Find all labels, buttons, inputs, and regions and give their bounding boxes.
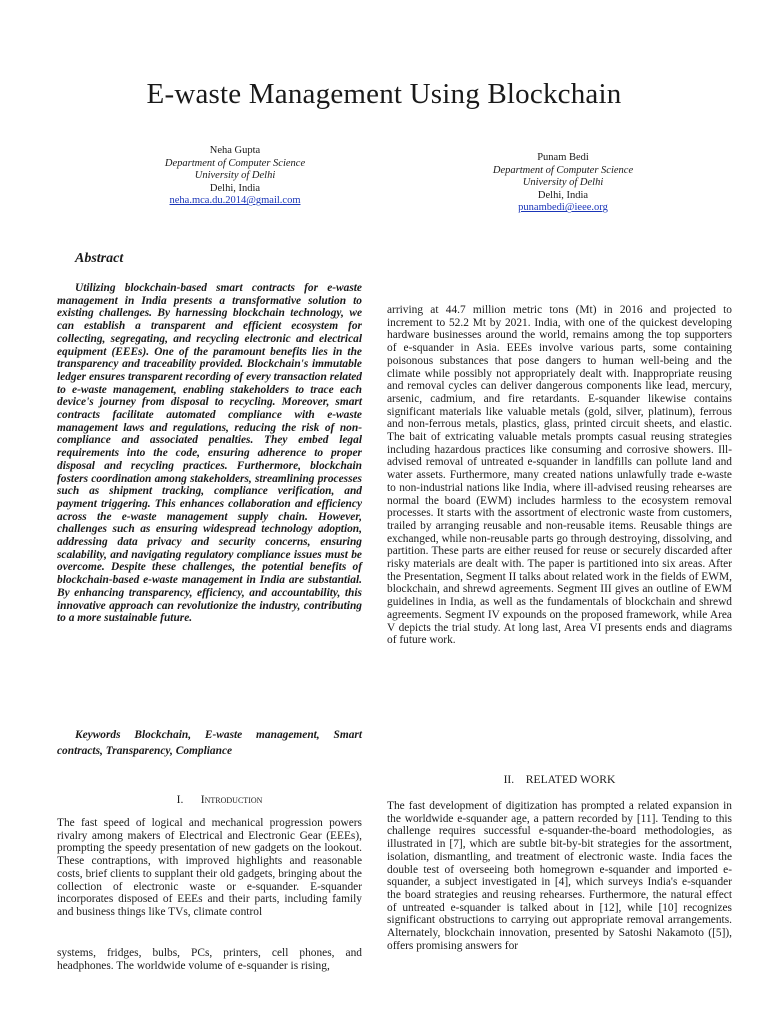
section-number: II. [503, 773, 515, 786]
keywords [57, 728, 362, 759]
abstract-text: Utilizing blockchain-based smart contracts for e-waste management in India presents a transformative solution to existing challenges. By harnessing blockchain technology, we can establish a transparent and efficient ecosystem for collecting, segregating, and recycling electronic and electrical equipment (EEEs). One of the paramount benefits lies in the transparency and traceability provided. Blockchain's immutable ledger ensures transparent recording of every transaction related to e-waste management, enabling stakeholders to trace each device's journey from disposal to recycling. Moreover, smart contracts facilitate automated compliance with e-waste management laws and regulations, reducing the risk of non-compliance and associated penalties. They embed legal requirements into the code, ensuring adherence to proper disposal and recycling practices. Furthermore, blockchain fosters coordination among stakeholders, streamlining processes such as shipment tracking, compliance verification, and payment triggering. This enhances collaboration and efficiency across the e-waste management supply chain. However, challenges such as ensuring widespread technology adoption, addressing data privacy and security concerns, ensuring scalability, and navigating regulatory compliance issues must be overcome. Despite these challenges, the potential benefits of blockchain-based e-waste management in India are substantial. By enhancing transparency, efficiency, and accountability, this innovative approach can revolutionize the industry, contributing to a more sustainable future. [57, 282, 362, 625]
section-number: I. [176, 793, 184, 806]
author-department: Department of Computer Science [164, 157, 306, 169]
author-name: Neha Gupta [209, 145, 261, 156]
author-email-link[interactable]: neha.mca.du.2014@gmail.com [169, 195, 301, 207]
related-work-paragraph [387, 800, 732, 952]
paper-title: E-waste Management Using Blockchain [146, 78, 622, 110]
paragraph-text: systems, fridges, bulbs, PCs, printers, cell phones, and headphones. The worldwide volume of e-squander is rising, [57, 947, 362, 972]
author-location: Delhi, India [537, 189, 589, 201]
intro-paragraph-1 [57, 817, 362, 919]
author-department: Department of Computer Science [492, 164, 634, 176]
paragraph-text: The fast speed of logical and mechanical progression powers rivalry among makers of Electrical and Electronic Gear (EEEs), prompting the speedy presentation of new gadgets on the lookout. These contraptions, with improved highlights and reasonable costs, brief clients to supplant their old gadgets, bringing about the collection of electronic waste or e-squander. E-squander incorporates disposed of EEEs and their parts, including family and business things like TVs, climate control [57, 817, 362, 918]
author-university: University of Delhi [522, 177, 604, 189]
section-heading-related-work [387, 773, 732, 786]
author-name: Punam Bedi [537, 152, 589, 163]
abstract-body [57, 282, 362, 625]
right-column-text [387, 304, 732, 647]
paragraph-text: The fast development of digitization has prompted a related expansion in the worldwide e-squander age, a pattern recorded by [11]. Tending to this challenge requires successful e-squander-the-board methodologies, as illustrated in [7], which are subtle bit-by-bit strategies for the assortment, isolation, dismantling, and treatment of electronic waste. India faces the double test of overseeing both homegrown e-squander and imported e-squander, a subject investigated in [4], which surveys India's e-squander the board strategies and reusing rehearses. Furthermore, the natural effect of untreated e-squander is talked about in [12], while [10] recognizes significant obstructions to carrying out appropriate removal arrangements. Alternately, blockchain innovation, presented by Satoshi Nakamoto ([5]), offers promising answers for [387, 800, 732, 952]
section-heading-introduction [57, 793, 382, 806]
author-location: Delhi, India [209, 182, 261, 194]
author-email-link[interactable]: punambedi@ieee.org [518, 202, 608, 214]
abstract-heading: Abstract [75, 251, 124, 266]
section-title: RELATED WORK [525, 773, 616, 786]
section-title: Introduction [200, 793, 263, 806]
keywords-text: Keywords Blockchain, E-waste management, Smart contracts, Transparency, Compliance [57, 729, 362, 757]
author-block-2 [448, 152, 678, 215]
author-block-1 [120, 145, 350, 208]
intro-paragraph-2 [57, 947, 362, 972]
author-university: University of Delhi [194, 170, 276, 182]
paragraph-text: arriving at 44.7 million metric tons (Mt) in 2016 and projected to increment to 52.2 Mt by 2021. India, with one of the quickest developing hardware businesses around the world, remains among the top supporters of e-squander in Asia. EEEs involve various parts, some containing poisonous substances that pose dangers to human well-being and the climate while possibly not appropriately dealt with. Inappropriate reusing and removal cycles can deliver dangerous components like lead, mercury, arsenic, cadmium, and fire retardants. E-squander likewise contains significant materials like valuable metals (gold, silver, platinum), ferrous and non-ferrous metals, plastics, glass, printed circuit sheets, and elastic. The bait of extricating valuable metals prompts casual reusing strategies including hazardous practices like consuming and corrosive showers. Ill-advised removal of untreated e-squander in landfills can pollute land and water assets. Furthermore, many created nations unlawfully trade e-waste to non-industrial nations like India, where ill-advised reusing rehearses are normal the board (EWM) includes harmless to the ecosystem removal processes. It starts with the assortment of electronic waste from customers, trailed by arranging reusable and non-reusable items. Reusable things are exchanged, while non-reusable parts go through destroying, dissolving, and partition. These parts are either reused for reuse or securely discarded after risky materials are dealt with. The paper is partitioned into six areas. After the Presentation, Segment II talks about related work in the fields of EWM, blockchain, and shrewd agreements. Segment III gives an outline of EWM guidelines in India, as well as the fundamentals of blockchain and shrewd agreements. Segment IV expounds on the proposed framework, while Area V depicts the trial study. At long last, Area VI presents ends and diagrams of future work. [387, 304, 732, 647]
